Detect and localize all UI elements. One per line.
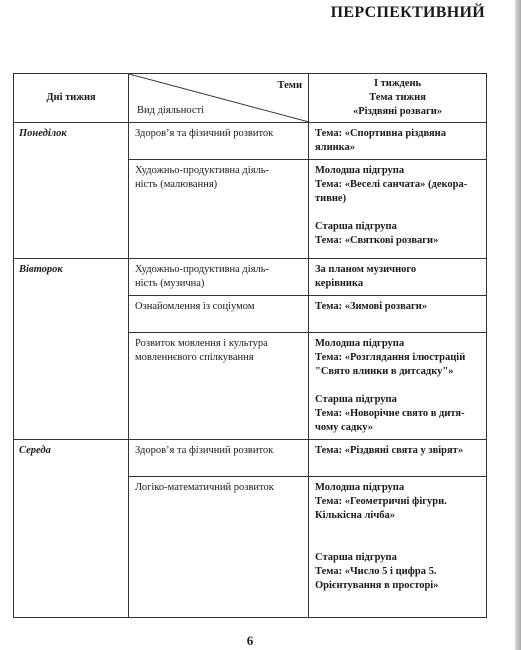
header-week-line1: І тиждень: [373, 78, 422, 89]
theme-text: Тема: «Розглядання ілюстрацій: [315, 352, 466, 363]
activity-text: Здоров’я та фізичний розвиток: [135, 445, 274, 456]
activity-cell: [129, 477, 309, 618]
theme-text: "Свято ялинки в дитсадку"»: [315, 366, 454, 377]
header-week: [309, 74, 487, 123]
theme-text: Тема: «Святкові розваги»: [315, 235, 439, 246]
theme-text: ялинка»: [315, 142, 356, 153]
subgroup-label: Старша підгрупа: [315, 394, 397, 405]
header-diagonal-cell: [129, 74, 309, 123]
theme-text: Орієнтування в просторі»: [315, 580, 439, 591]
subgroup-label: Молодша підгрупа: [315, 482, 405, 493]
day-tuesday: Вівторок: [14, 259, 129, 440]
activity-text: Художньо-продуктивна діяль-: [135, 264, 270, 275]
activity-cell: [129, 123, 309, 160]
theme-cell: [309, 440, 487, 477]
header-themes-label: Теми: [277, 80, 302, 91]
day-wednesday: Середа: [14, 440, 129, 618]
activity-cell: [129, 160, 309, 259]
activity-text: Здоров’я та фізичний розвиток: [135, 128, 274, 139]
activity-cell: [129, 296, 309, 333]
day-monday: Понеділок: [14, 123, 129, 259]
theme-text: За планом музичного: [315, 264, 417, 275]
subgroup-label: Старша підгрупа: [315, 221, 397, 232]
table-row: [14, 259, 487, 296]
spacer: [315, 379, 480, 393]
theme-cell: [309, 123, 487, 160]
theme-text: Тема: «Спортивна різдвяна: [315, 128, 446, 139]
theme-cell: [309, 259, 487, 296]
theme-text: Тема: «Веселі санчата» (декора-: [315, 179, 468, 190]
theme-text: Тема: «Геометричні фігури.: [315, 496, 447, 507]
activity-text: Ознайомлення із соціумом: [135, 301, 255, 312]
header-days-label: Дні тижня: [46, 92, 96, 103]
activity-text: Логіко-математичний розвиток: [135, 482, 274, 493]
page-header-title: ПЕРСПЕКТИВНИЙ: [330, 4, 485, 21]
theme-text: Тема: «Різдвяні свята у звірят»: [315, 445, 464, 456]
subgroup-label: Старша підгрупа: [315, 552, 397, 563]
header-week-line2: Тема тижня: [369, 92, 426, 103]
activity-cell: [129, 333, 309, 440]
header-activity-label: Вид діяльності: [137, 105, 205, 116]
theme-cell: [309, 333, 487, 440]
activity-text: ність (музична): [135, 278, 205, 289]
theme-text: чому садку»: [315, 422, 374, 433]
header-week-line3: «Різдвяні розваги»: [352, 106, 443, 117]
activity-text: Розвиток мовлення і культура: [135, 338, 268, 349]
theme-cell: [309, 160, 487, 259]
table-header-row: [14, 74, 487, 123]
spacer: [315, 523, 480, 537]
subgroup-label: Молодша підгрупа: [315, 165, 405, 176]
activity-text: мовленнєвого спілкування: [135, 352, 254, 363]
page-number: 6: [246, 633, 254, 648]
theme-text: тивне): [315, 193, 347, 204]
spacer: [315, 206, 480, 220]
theme-text: Тема: «Число 5 і цифра 5.: [315, 566, 437, 577]
header-days: [14, 74, 129, 123]
theme-text: Тема: «Новорічне свято в дитя-: [315, 408, 465, 419]
activity-cell: [129, 440, 309, 477]
table-row: [14, 123, 487, 160]
theme-cell: [309, 296, 487, 333]
spacer: [315, 537, 480, 551]
page-edge-shadow: [515, 0, 521, 650]
subgroup-label: Молодша підгрупа: [315, 338, 405, 349]
plan-table: [13, 73, 487, 618]
activity-text: ність (малювання): [135, 179, 218, 190]
table-row: [14, 440, 487, 477]
theme-text: Тема: «Зимові розваги»: [315, 301, 428, 312]
activity-cell: [129, 259, 309, 296]
theme-cell: [309, 477, 487, 618]
activity-text: Художньо-продуктивна діяль-: [135, 165, 270, 176]
theme-text: Кількісна лічба»: [315, 510, 396, 521]
theme-text: керівника: [315, 278, 364, 289]
